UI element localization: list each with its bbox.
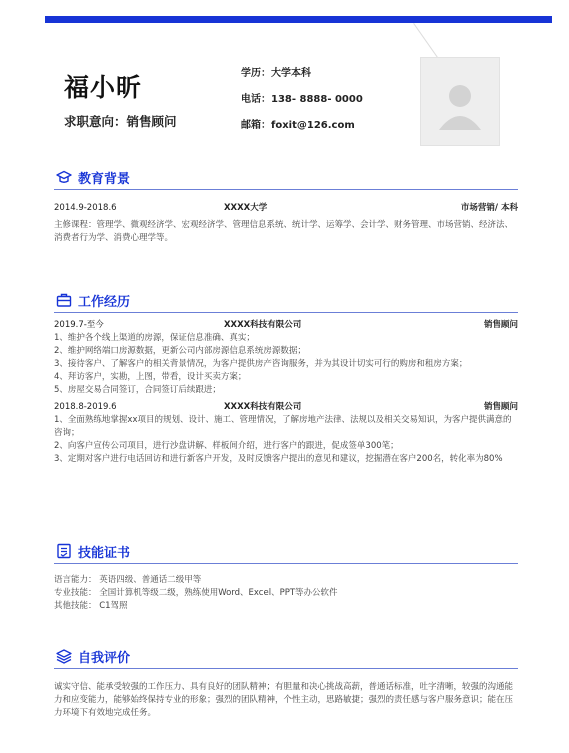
section-title: 工作经历 — [78, 295, 131, 310]
self-evaluation-section — [54, 646, 518, 720]
education-section — [54, 167, 518, 245]
contact-info — [241, 66, 363, 144]
section-title: 自我评价 — [78, 651, 131, 666]
company-name: XXXX科技有限公司 — [224, 320, 302, 330]
skill-item: 专业技能： 全国计算机等级二级，熟练使用Word、Excel、PPT等办公软件 — [54, 588, 338, 598]
job-duty: 2、向客户宣传公司项目，进行沙盘讲解、样板间介绍，进行客户的跟进，促成签单300笔； — [54, 441, 399, 451]
skill-item: 其他技能： C1驾照 — [54, 601, 128, 611]
skills-section — [54, 541, 518, 613]
education-row — [54, 201, 518, 215]
education-level: 学历：大学本科 — [241, 68, 311, 79]
avatar — [420, 57, 500, 146]
job-duty: 5、房屋交易合同签订，合同签订后续跟进； — [54, 385, 221, 395]
self-evaluation-text: 诚实守信、能承受较强的工作压力、具有良好的团队精神；有胆量和决心挑战高薪，普通话标准，吐字清晰，较强的沟通能力和应变能力，能够始终保持专业的形象；强烈的团队精神，个性主动，思路敏捷；强烈的责任感与客户服务意识；能在压力环境下有效地完成任务。 — [54, 682, 514, 718]
work-header — [54, 290, 518, 313]
briefcase-icon — [56, 292, 72, 308]
job-row — [54, 318, 518, 332]
school-name: XXXX大学 — [224, 203, 268, 213]
skills-header — [54, 541, 518, 564]
job-duty: 4、拜访客户，实勘，上图，带看，设计买卖方案； — [54, 372, 247, 382]
job-duty: 3、定期对客户进行电话回访和进行新客户开发，及时反馈客户提出的意见和建议，挖掘潜在客户200名，转化率为80% — [54, 454, 503, 464]
job-period: 2019.7-至今 — [54, 320, 104, 330]
skill-item: 语言能力： 英语四级、普通话二级甲等 — [54, 575, 202, 585]
job-entry — [54, 318, 518, 397]
job-duty: 1、全面熟练地掌握xx项目的规划、设计、施工、管理情况，了解房地产法律、法规以及相关交易知识，为客户提供满意的咨询； — [54, 415, 512, 438]
job-role: 销售顾问 — [483, 320, 518, 330]
education-period: 2014.9-2018.6 — [54, 203, 117, 213]
education-header — [54, 167, 518, 190]
section-title: 技能证书 — [78, 546, 131, 561]
email-address: 邮箱：foxit@126.com — [241, 120, 355, 131]
certificate-icon — [56, 543, 72, 559]
graduation-cap-icon — [56, 169, 72, 185]
resume-page — [54, 0, 518, 753]
job-row — [54, 400, 518, 414]
skills-list — [54, 574, 518, 613]
job-duty: 2、维护网络端口房源数据，更新公司内部房源信息系统房源数据； — [54, 346, 306, 356]
work-section — [54, 290, 518, 466]
section-title: 教育背景 — [78, 172, 131, 187]
layers-icon — [56, 648, 72, 664]
candidate-name: 福小昕 — [64, 73, 143, 102]
phone-number: 电话：138- 8888- 0000 — [241, 94, 363, 105]
self-evaluation-header — [54, 646, 518, 669]
company-name: XXXX科技有限公司 — [224, 402, 302, 412]
job-period: 2018.8-2019.6 — [54, 402, 117, 412]
job-entry — [54, 400, 518, 466]
job-intent: 求职意向：销售顾问 — [64, 114, 177, 129]
job-duty: 3、接待客户、了解客户的相关背景情况，为客户提供房产咨询服务，并为其设计切实可行的购房和租房方案； — [54, 359, 468, 369]
courses-text: 主修课程：管理学、微观经济学、宏观经济学、管理信息系统、统计学、运筹学、会计学、财务管理、市场营销、经济法、消费者行为学、消费心理学等。 — [54, 220, 514, 243]
person-silhouette-icon — [421, 58, 499, 145]
job-role: 销售顾问 — [483, 402, 518, 412]
major-degree: 市场营销/ 本科 — [460, 203, 518, 213]
job-duty: 1、维护各个线上渠道的房源，保证信息准确、真实； — [54, 333, 255, 343]
